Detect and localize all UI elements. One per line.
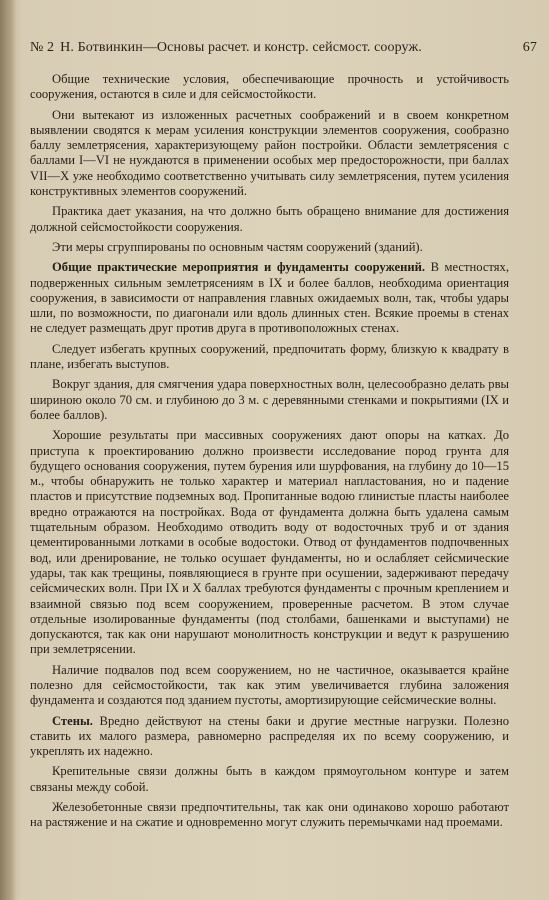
paragraph: Эти меры сгруппированы по основным частям сооружений (зданий). (52, 239, 423, 254)
paragraph: Следует избегать крупных сооружений, предпочитать форму, близкую к квадрату в плане, избегать выступов. (30, 341, 509, 372)
paragraph: Железобетонные связи предпочтительны, так как они одинаково хорошо работают на растяжение и на сжатие и одновременно могут служить перемычками над проемами. (30, 800, 509, 830)
issue-number: № 2 (30, 40, 55, 55)
paragraph: Наличие подвалов под всем сооружением, но не частичное, оказывается крайне полезно для сейсмостойкости, так как этим увеличивается глубина заложения фундамента и создаются под зданием пустоты, амортизирующие сейсмические волны. (30, 662, 509, 708)
paragraph: Крепительные связи должны быть в каждом прямоугольном контуре и затем связаны между собой. (30, 764, 509, 794)
paragraph: Стены. Вредно действуют на стены баки и другие местные нагрузки. Полезно ставить их малого размера, равномерно распределяя их по всему сооружению, и укреплять их надежно. (30, 713, 509, 759)
page-body (30, 72, 509, 836)
paragraph: Общие практические мероприятия и фундаменты сооружений. В местностях, подверженных сильным землетрясениям в IX и более баллов, необходима ориентация сооружения, в зависимости от направления главных ожидаемых волн, так, чтобы удары шли, по возможности, по диагонали или вдоль длинных стен. Всякие проемы в стенах не следует размещать друг против друга в противоположных стенах. (30, 260, 509, 336)
running-title: Н. Ботвинкин—Основы расчет. и констр. сейсмост. сооруж. (60, 40, 422, 55)
paragraph: Вокруг здания, для смягчения удара поверхностных волн, целесообразно делать рвы шириною около 70 см. и глубиною до 3 м. с деревянными стенками и покрытиями (IX и более баллов). (30, 377, 509, 422)
page-number: 67 (522, 40, 537, 55)
paragraph: Хорошие результаты при массивных сооружениях дают опоры на катках. До приступа к проектированию должно произвести исследование пород грунта для будущего основания сооружения, путем бурения или шурфования, на глубину до 10—15 м., чтобы обнаружить не только характер и материал напластования, но и падение пластов и присутствие подземных вод. Пропитанные водою глинистые пласты наиболее вредно отражаются на постройках. Вода от фундамента должна быть удалена самым тщательным образом. Необходимо отводить воду от водосточных труб и от здания цементированными лотками в особые водостоки. Отвод от фундаментов подпочвенных вод, или дренирование, не только осушает фундаменты, но и ослабляет сейсмические удары, так как трещины, появляющиеся в грунте при осушении, задерживают передачу сейсмических волн. При IX и X баллах требуются фундаменты с прочным креплением и взаимной связью под всем сооружением, проверенные расчетом. В этом случае отдельные изолированные фундаменты (под столбами, башенками и выступами) не допускаются, так как они нарушают монолитность конструкции и ведут к разрушению при землетрясении. (30, 428, 509, 657)
section-heading: Общие практические мероприятия и фундаменты сооружений. (52, 260, 426, 275)
paragraph: Общие технические условия, обеспечивающие прочность и устойчивость сооружения, остаются в силе и для сейсмостойкости. (30, 72, 509, 102)
running-header (30, 40, 537, 56)
section-heading: Стены. (52, 713, 93, 728)
paragraph: Практика дает указания, на что должно быть обращено внимание для достижения должной сейсмостойкости сооружения. (30, 204, 509, 234)
paragraph: Они вытекают из изложенных расчетных соображений и в своем конкретном выявлении сводятся к мерам усиления конструкции элементов сооружения, сообразно баллу землетрясения, характеризующему район постройки. Области землетрясения с баллами I—VI не нуждаются в применении особых мер предосторожности, при баллах VII—X уже необходимо соответственно учитывать силу землетрясения, путем усиления конструктивных элементов сооружений. (30, 107, 509, 199)
book-spine-shadow (0, 0, 16, 900)
